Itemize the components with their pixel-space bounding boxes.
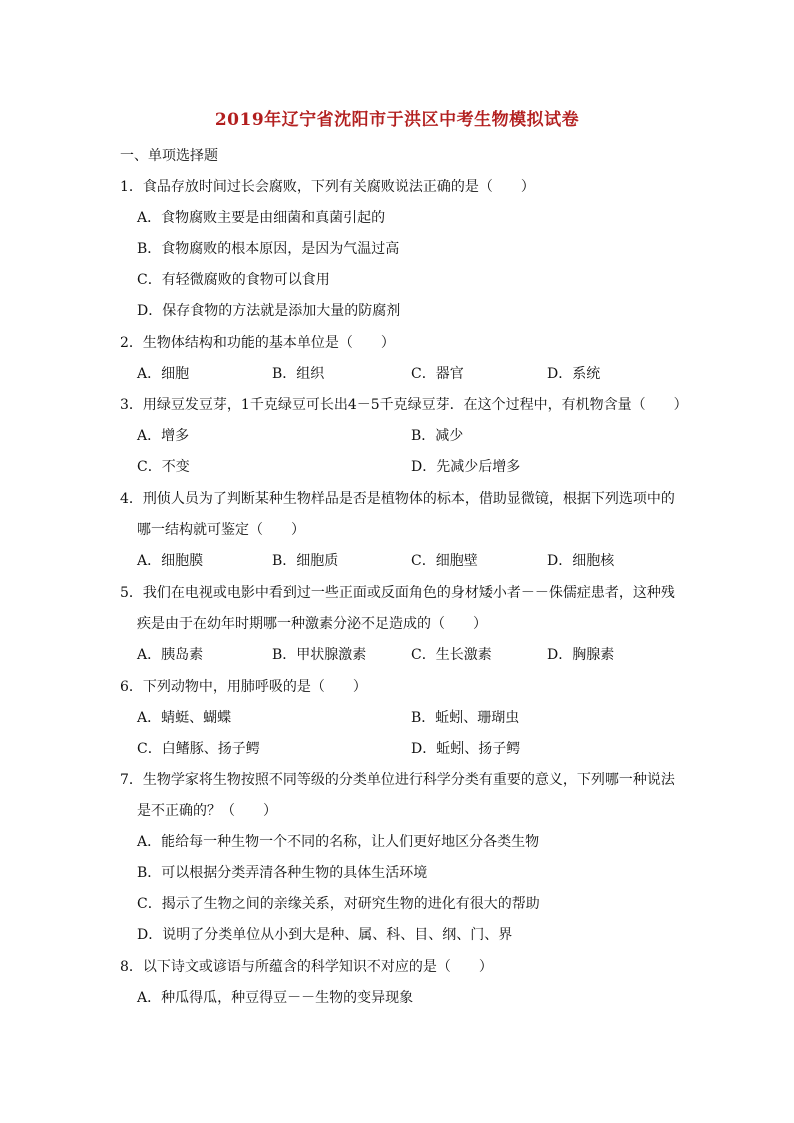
question-7-stem: 7．生物学家将生物按照不同等级的分类单位进行科学分类有重要的意义，下列哪一种说法: [120, 772, 675, 788]
q2-option-b: B．组织: [272, 366, 325, 382]
q5-option-c: C．生长激素: [411, 647, 492, 663]
section-heading: 一、单项选择题: [120, 148, 218, 164]
q6-option-c: C．白鳍豚、扬子鳄: [137, 741, 260, 757]
q1-option-d: D．保存食物的方法就是添加大量的防腐剂: [137, 303, 401, 319]
q8-option-a: A．种瓜得瓜，种豆得豆－－生物的变异现象: [137, 990, 414, 1006]
q4-option-d: D．细胞核: [547, 553, 615, 569]
q6-option-b: B．蚯蚓、珊瑚虫: [411, 710, 520, 726]
q5-option-d: D．胸腺素: [547, 647, 615, 663]
q6-option-a: A．蜻蜓、蝴蝶: [137, 710, 232, 726]
q3-option-a: A．增多: [137, 428, 190, 444]
question-5-stem: 5．我们在电视或电影中看到过一些正面或反面角色的身材矮小者－－侏儒症患者，这种残: [120, 585, 675, 601]
q5-option-b: B．甲状腺激素: [272, 647, 367, 663]
q3-option-d: D．先减少后增多: [411, 459, 521, 475]
question-2-stem: 2．生物体结构和功能的基本单位是（ ）: [120, 335, 395, 351]
q7-option-a: A．能给每一种生物一个不同的名称，让人们更好地区分各类生物: [137, 834, 540, 850]
q4-option-c: C．细胞壁: [411, 553, 478, 569]
q1-option-b: B．食物腐败的根本原因，是因为气温过高: [137, 241, 400, 257]
q3-option-c: C．不变: [137, 459, 190, 475]
q7-option-b: B．可以根据分类弄清各种生物的具体生活环境: [137, 865, 428, 881]
q2-option-d: D．系统: [547, 366, 601, 382]
q2-option-a: A．细胞: [137, 366, 190, 382]
q5-option-a: A．胰岛素: [137, 647, 204, 663]
question-7-stem-continued: 是不正确的？（ ）: [137, 803, 277, 819]
question-3-stem: 3．用绿豆发豆芽，1千克绿豆可长出4－5千克绿豆芽．在这个过程中，有机物含量（ ）: [120, 397, 688, 413]
q3-option-b: B．减少: [411, 428, 464, 444]
page-title: 2019年辽宁省沈阳市于洪区中考生物模拟试卷: [214, 110, 580, 130]
question-4-stem: 4．刑侦人员为了判断某种生物样品是否是植物体的标本，借助显微镜，根据下列选项中的: [120, 491, 675, 507]
question-8-stem: 8．以下诗文或谚语与所蕴含的科学知识不对应的是（ ）: [120, 959, 493, 975]
question-1-stem: 1．食品存放时间过长会腐败，下列有关腐败说法正确的是（ ）: [120, 179, 535, 195]
q4-option-a: A．细胞膜: [137, 553, 204, 569]
q7-option-d: D．说明了分类单位从小到大是种、属、科、目、纲、门、界: [137, 927, 513, 943]
q2-option-c: C．器官: [411, 366, 464, 382]
question-6-stem: 6．下列动物中，用肺呼吸的是（ ）: [120, 679, 367, 695]
q7-option-c: C．揭示了生物之间的亲缘关系，对研究生物的进化有很大的帮助: [137, 896, 540, 912]
q1-option-c: C．有轻微腐败的食物可以食用: [137, 272, 330, 288]
q4-option-b: B．细胞质: [272, 553, 339, 569]
q1-option-a: A．食物腐败主要是由细菌和真菌引起的: [137, 210, 386, 226]
q6-option-d: D．蚯蚓、扬子鳄: [411, 741, 521, 757]
question-4-stem-continued: 哪一结构就可鉴定（ ）: [137, 522, 305, 538]
question-5-stem-continued: 疾是由于在幼年时期哪一种激素分泌不足造成的（ ）: [137, 616, 487, 632]
